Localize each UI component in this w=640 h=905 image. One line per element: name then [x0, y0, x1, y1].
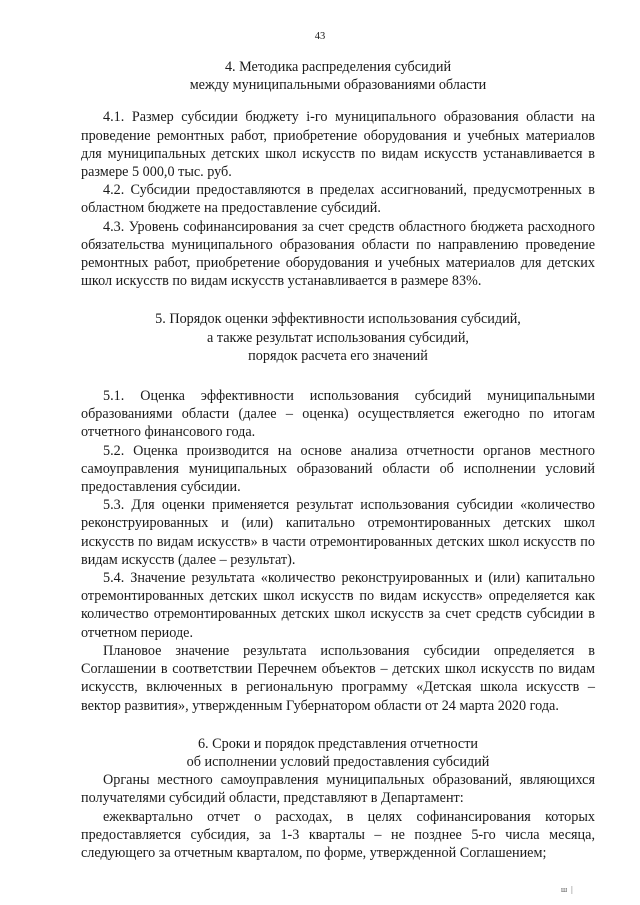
section-6-title-line-1: 6. Сроки и порядок представления отчетности	[197, 735, 479, 752]
section-4-title-line-1: 4. Методика распределения субсидий	[224, 59, 452, 75]
paragraph-5-4: 5.4. Значение результата «количество реконструированных и (или) капитально отремонтированных детских школ искусств по видам искусств» определяется как количество отремонтированных детских школ искусств за счет средств субсидии в отчетном периоде.	[81, 570, 595, 641]
section-4	[81, 58, 595, 290]
paragraph-5-3: 5.3. Для оценки применяется результат использования субсидии «количество реконструированных и (или) капитально отремонтированных детских школ искусств по видам искусств» в части отремонтированных детских школ искусств по видам искусств (далее – результат).	[81, 497, 595, 568]
section-6-title-line-2: об исполнении условий предоставления субсидий	[186, 753, 490, 770]
section-5-title-line-2: а также результат использования субсидий,	[207, 329, 469, 346]
paragraph-4-3: 4.3. Уровень софинансирования за счет средств областного бюджета расходного обязательства муниципального образования области по направлению проведение ремонтных работ, приобретение оборудования и учебных материалов для детских школ искусств по видам искусств устанавливается в размере 83%.	[81, 218, 595, 290]
paragraph-6-quarterly: ежеквартально отчет о расходах, в целях софинансирования которых предоставляется субсидия, за 1-3 кварталы – не позднее 5-го числа месяца, следующего за отчетным кварталом, по форме, утвержденной Соглашением;	[81, 808, 595, 861]
section-5-title-line-3: порядок расчета его значений	[248, 347, 428, 364]
paragraph-5-1: 5.1. Оценка эффективности использования субсидий муниципальными образованиями области (далее – оценка) осуществляется ежегодно по итогам отчетного финансового года.	[81, 388, 595, 441]
section-5	[81, 310, 595, 714]
paragraph-4-2: 4.2. Субсидии предоставляются в пределах ассигнований, предусмотренных в областном бюджете на предоставление субсидий.	[81, 182, 595, 217]
paragraph-5-plan: Плановое значение результата использования субсидии определяется в Соглашении в соответствии Перечнем объектов – детских школ искусств по видам искусств, включенных в региональную программу «Детская школа искусств – вектор развития», утвержденным Губернатором области от 24 марта 2020 года.	[81, 642, 595, 714]
section-5-title-line-1: 5. Порядок оценки эффективности использования субсидий,	[155, 311, 521, 328]
paragraph-5-2: 5.2. Оценка производится на основе анализа отчетности органов местного самоуправления муниципальных образований области об исполнении условий предоставления субсидии.	[81, 442, 595, 496]
section-6	[81, 735, 595, 862]
page-number: 43	[314, 31, 326, 42]
footer-mark: ш |	[561, 885, 574, 894]
paragraph-6-intro: Органы местного самоуправления муниципальных образований, являющихся получателями субсидий области, представляют в Департамент:	[81, 772, 595, 807]
section-4-title-line-2: между муниципальными образованиями области	[189, 77, 487, 94]
document-body	[81, 58, 595, 862]
paragraph-4-1: 4.1. Размер субсидии бюджету i-го муниципального образования области на проведение ремонтных работ, приобретение оборудования и учебных материалов для муниципальных детских школ искусств по видам искусств устанавливается в размере 5 000,0 тыс. руб.	[81, 109, 595, 181]
